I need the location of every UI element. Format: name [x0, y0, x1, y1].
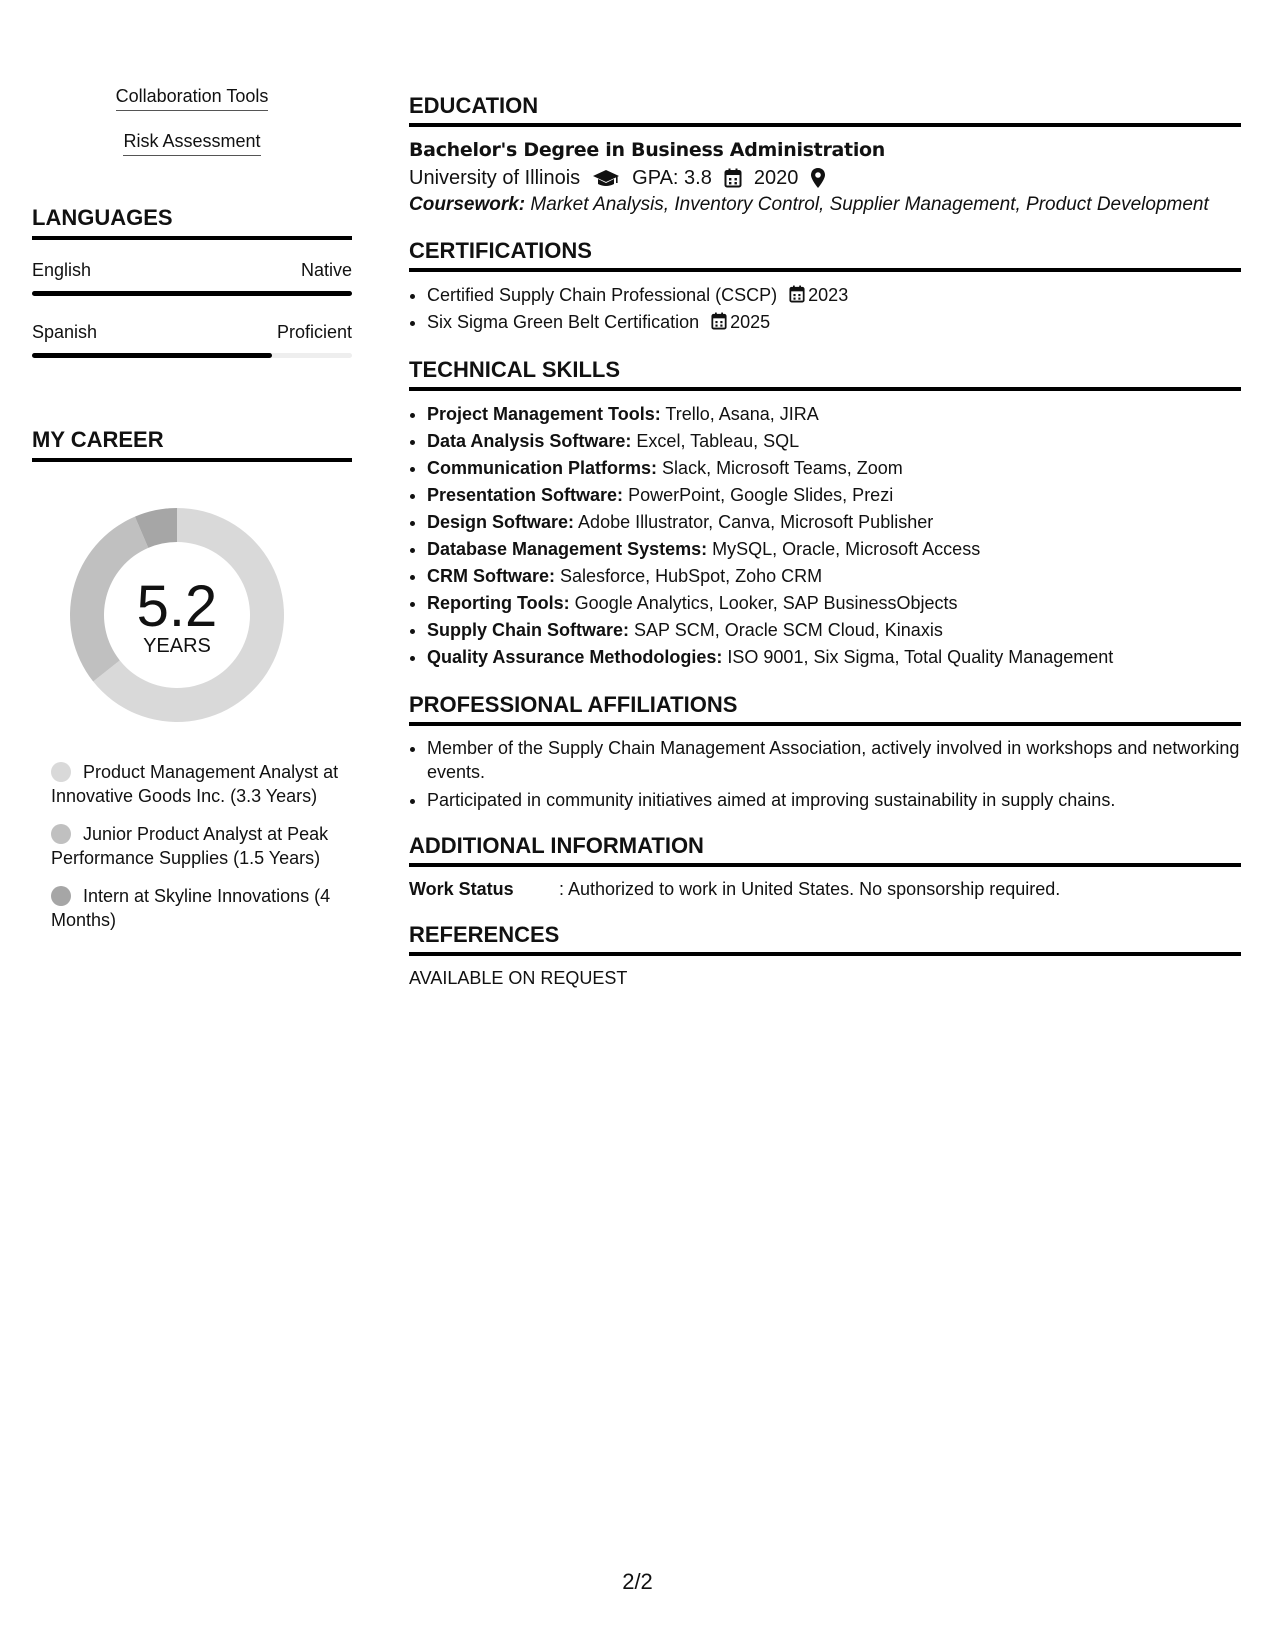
left-column: [32, 84, 352, 946]
skill-item: [427, 455, 1241, 482]
additional-info-heading: ADDITIONAL INFORMATION: [409, 832, 1241, 867]
certification-year: 2025: [730, 312, 771, 332]
certification-year: 2023: [808, 285, 849, 305]
education-heading: EDUCATION: [409, 92, 1241, 127]
language-level: Proficient: [276, 322, 352, 342]
skill-value: Adobe Illustrator, Canva, Microsoft Publisher: [578, 512, 934, 532]
degree-title: Bachelor's Degree in Business Administration: [409, 139, 886, 161]
certification-name: Six Sigma Green Belt Certification: [427, 312, 700, 332]
skill-value: PowerPoint, Google Slides, Prezi: [628, 485, 894, 505]
coursework: [409, 193, 1241, 217]
career-item-text: Product Management Analyst at Innovative Goods Inc. (3.3 Years): [51, 762, 339, 806]
additional-info-section: [409, 832, 1241, 901]
languages-heading: LANGUAGES: [32, 204, 352, 240]
technical-skills-section: [409, 356, 1241, 671]
skill-label: Project Management Tools:: [427, 404, 661, 424]
language-proficiency-fill: [32, 353, 272, 358]
certification-item: [427, 309, 1241, 336]
skill-item: [427, 428, 1241, 455]
skill-label: Design Software:: [427, 512, 575, 532]
language-level: Native: [300, 260, 352, 280]
career-legend: [32, 760, 352, 932]
skill-tag: Risk Assessment: [123, 129, 260, 156]
career-item: [51, 884, 352, 932]
certification-name: Certified Supply Chain Professional (CSCP): [427, 285, 778, 305]
gpa-value: GPA: 3.8: [632, 167, 712, 189]
certifications-section: [409, 237, 1241, 336]
career-total-value: 5.2: [136, 574, 218, 639]
career-section: [32, 426, 352, 932]
graduation-year: 2020: [753, 167, 799, 189]
references-text: AVAILABLE ON REQUEST: [409, 968, 628, 988]
skill-tag: Collaboration Tools: [116, 84, 269, 111]
skill-value: Salesforce, HubSpot, Zoho CRM: [560, 566, 823, 586]
calendar-icon: [724, 168, 742, 188]
skill-item: [427, 590, 1241, 617]
work-status-row: [409, 877, 1241, 901]
references-section: [409, 921, 1241, 990]
calendar-icon: [711, 312, 727, 330]
legend-dot: [51, 824, 71, 844]
skill-label: Database Management Systems:: [427, 539, 708, 559]
map-pin-icon: [810, 167, 826, 189]
skill-item: [427, 644, 1241, 671]
technical-skills-heading: TECHNICAL SKILLS: [409, 356, 1241, 391]
certification-item: [427, 282, 1241, 309]
certifications-list: [409, 282, 1241, 336]
skill-item: [427, 509, 1241, 536]
language-proficiency-bar: [32, 291, 352, 296]
school-name: University of Illinois: [409, 167, 581, 189]
page-number: 2/2: [622, 1569, 653, 1594]
career-heading: MY CAREER: [32, 426, 352, 462]
skill-value: Slack, Microsoft Teams, Zoom: [662, 458, 903, 478]
coursework-label: Coursework:: [409, 194, 526, 215]
skill-item: [427, 617, 1241, 644]
skill-label: Quality Assurance Methodologies:: [427, 647, 723, 667]
skill-label: Reporting Tools:: [427, 593, 570, 613]
affiliation-item: • Participated in community initiatives aimed at improving sustainability in supply chains.: [427, 788, 1241, 812]
career-item: [51, 760, 352, 808]
skill-value: ISO 9001, Six Sigma, Total Quality Management: [727, 647, 1114, 667]
languages-section: [32, 204, 352, 358]
legend-dot: [51, 762, 71, 782]
graduation-cap-icon: [592, 168, 620, 188]
affiliation-item: • Member of the Supply Chain Management Association, actively involved in workshops and networking events.: [427, 736, 1241, 784]
certifications-heading: CERTIFICATIONS: [409, 237, 1241, 272]
skill-label: Supply Chain Software:: [427, 620, 630, 640]
skill-label: Data Analysis Software:: [427, 431, 632, 451]
skill-label: Communication Platforms:: [427, 458, 658, 478]
skill-item: [427, 536, 1241, 563]
career-item-text: Intern at Skyline Innovations (4 Months): [51, 886, 331, 930]
affiliations-heading: PROFESSIONAL AFFILIATIONS: [409, 691, 1241, 726]
skill-value: Excel, Tableau, SQL: [636, 431, 800, 451]
skill-value: Google Analytics, Looker, SAP BusinessObjects: [574, 593, 958, 613]
work-status-label: Work Status: [409, 879, 514, 899]
skill-value: SAP SCM, Oracle SCM Cloud, Kinaxis: [634, 620, 943, 640]
work-status-value: : Authorized to work in United States. No sponsorship required.: [559, 879, 1061, 899]
skill-label: CRM Software:: [427, 566, 556, 586]
calendar-icon: [789, 285, 805, 303]
skill-tags: [32, 84, 352, 174]
skill-label: Presentation Software:: [427, 485, 624, 505]
language-name: Spanish: [32, 322, 98, 342]
affiliations-section: [409, 691, 1241, 812]
coursework-list: Market Analysis, Inventory Control, Supplier Management, Product Development: [530, 194, 1209, 215]
skill-item: [427, 563, 1241, 590]
language-item: [32, 320, 352, 358]
right-column: [409, 92, 1241, 1010]
skill-item: [427, 482, 1241, 509]
career-item-text: Junior Product Analyst at Peak Performance Supplies (1.5 Years): [51, 824, 329, 868]
legend-dot: [51, 886, 71, 906]
career-item: [51, 822, 352, 870]
affiliations-list: [409, 736, 1241, 812]
skill-item: [427, 401, 1241, 428]
career-total-unit: YEARS: [143, 635, 211, 657]
references-heading: REFERENCES: [409, 921, 1241, 956]
skill-value: Trello, Asana, JIRA: [665, 404, 819, 424]
language-item: [32, 258, 352, 296]
education-section: [409, 92, 1241, 217]
education-meta: [409, 163, 1241, 193]
skill-value: MySQL, Oracle, Microsoft Access: [712, 539, 981, 559]
technical-skills-list: [409, 401, 1241, 671]
language-proficiency-bar: [32, 353, 352, 358]
career-donut-chart: [64, 502, 290, 728]
language-name: English: [32, 260, 92, 280]
language-proficiency-fill: [32, 291, 352, 296]
